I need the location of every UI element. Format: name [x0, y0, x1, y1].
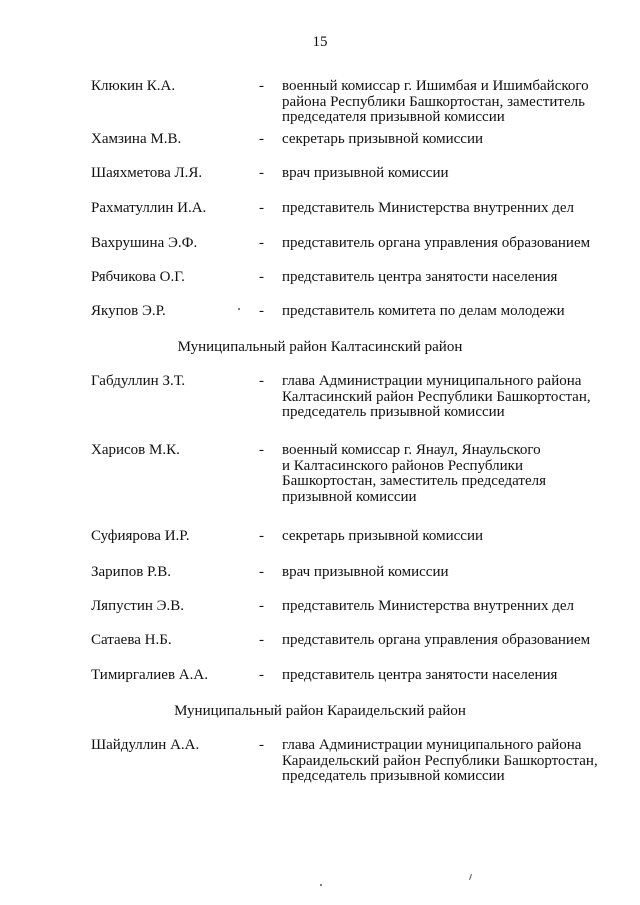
member-name: Якупов Э.Р. — [91, 303, 166, 319]
separator-dash: - — [259, 303, 264, 319]
separator-dash: - — [259, 78, 264, 94]
scan-speck — [238, 308, 240, 310]
member-name: Габдуллин З.Т. — [91, 373, 186, 389]
member-role: секретарь призывной комиссии — [282, 528, 484, 544]
separator-dash: - — [259, 269, 264, 285]
separator-dash: - — [259, 373, 264, 389]
member-name: Сатаева Н.Б. — [91, 632, 172, 648]
member-role: глава Администрации муниципального района Калтасинский район Республики Башкортостан, председатель призывной комиссии — [282, 373, 591, 420]
scan-mark — [469, 874, 472, 880]
member-role: глава Администрации муниципального района Караидельский район Республики Башкортостан, председатель призывной комиссии — [282, 737, 598, 784]
separator-dash: - — [259, 442, 264, 458]
separator-dash: - — [259, 564, 264, 580]
member-role: представитель центра занятости населения — [282, 269, 558, 285]
section-heading: Муниципальный район Караидельский район — [174, 703, 466, 719]
member-role: представитель Министерства внутренних дел — [282, 200, 574, 216]
member-name: Зарипов Р.В. — [91, 564, 172, 580]
member-name: Тимиргалиев А.А. — [91, 667, 208, 683]
member-role: представитель комитета по делам молодежи — [282, 303, 565, 319]
separator-dash: - — [259, 737, 264, 753]
member-role: военный комиссар г. Янаул, Янаульского и Калтасинского районов Республики Башкортостан, заместитель председателя призывной комиссии — [282, 442, 547, 505]
section-heading: Муниципальный район Калтасинский район — [177, 339, 463, 355]
scan-speck — [320, 884, 322, 886]
member-role: представитель органа управления образованием — [282, 235, 591, 251]
member-role: представитель органа управления образованием — [282, 632, 591, 648]
member-name: Рябчикова О.Г. — [91, 269, 185, 285]
member-name: Шаяхметова Л.Я. — [91, 165, 203, 181]
member-name: Шайдуллин А.А. — [91, 737, 200, 753]
separator-dash: - — [259, 200, 264, 216]
separator-dash: - — [259, 235, 264, 251]
separator-dash: - — [259, 667, 264, 683]
page-number: 15 — [312, 34, 328, 50]
member-name: Вахрушина Э.Ф. — [91, 235, 198, 251]
separator-dash: - — [259, 632, 264, 648]
member-role: представитель центра занятости населения — [282, 667, 558, 683]
member-name: Ляпустин Э.В. — [91, 598, 185, 614]
separator-dash: - — [259, 165, 264, 181]
member-name: Хамзина М.В. — [91, 131, 182, 147]
member-name: Харисов М.К. — [91, 442, 180, 458]
member-name: Суфиярова И.Р. — [91, 528, 190, 544]
member-role: представитель Министерства внутренних дел — [282, 598, 574, 614]
separator-dash: - — [259, 528, 264, 544]
member-name: Рахматуллин И.А. — [91, 200, 207, 216]
separator-dash: - — [259, 598, 264, 614]
member-name: Клюкин К.А. — [91, 78, 176, 94]
member-role: военный комиссар г. Ишимбая и Ишимбайского района Республики Башкортостан, заместитель председателя призывной комиссии — [282, 78, 589, 125]
separator-dash: - — [259, 131, 264, 147]
member-role: врач призывной комиссии — [282, 165, 449, 181]
member-role: врач призывной комиссии — [282, 564, 449, 580]
member-role: секретарь призывной комиссии — [282, 131, 484, 147]
